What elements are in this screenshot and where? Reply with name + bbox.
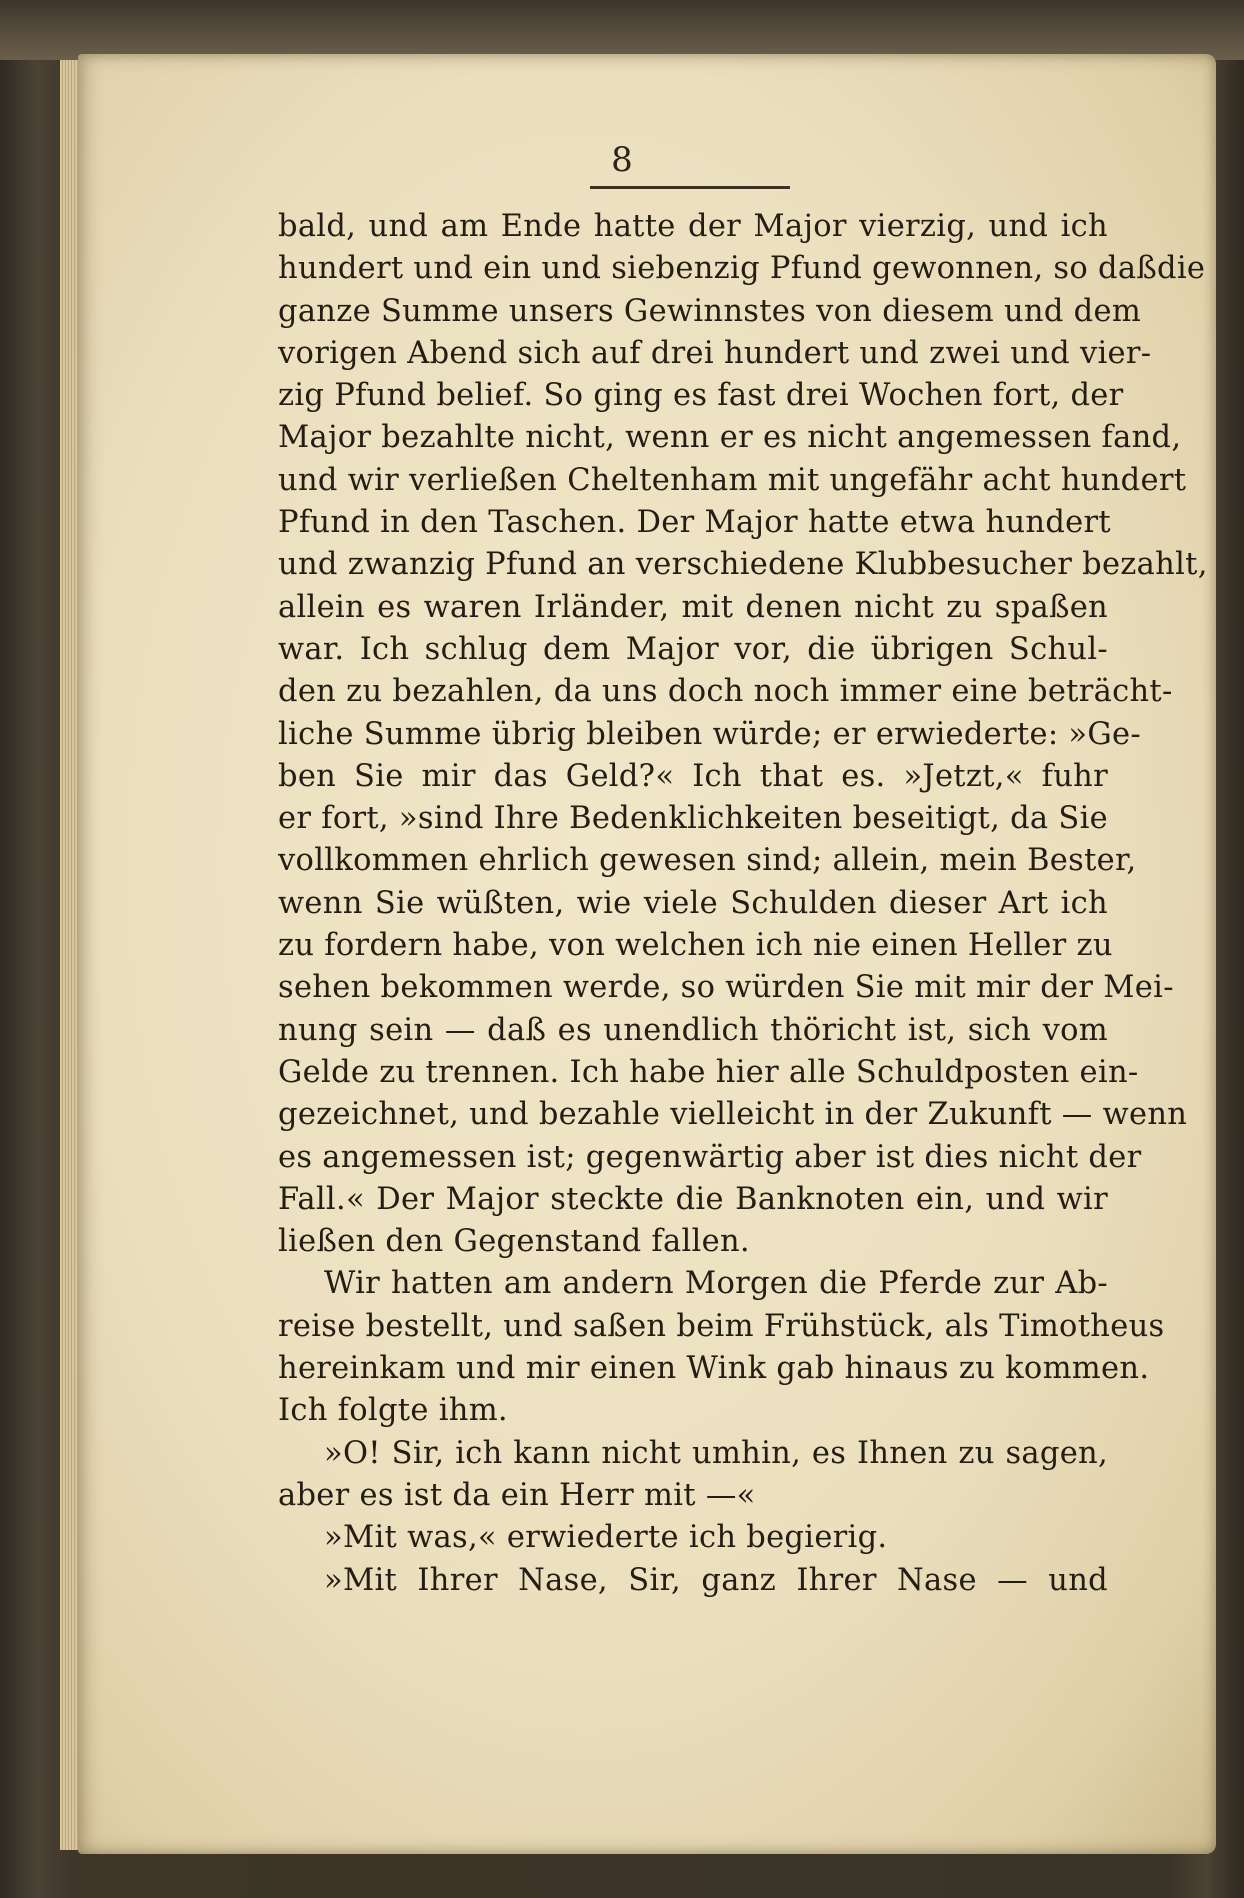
- text-line: es angemessen ist; gegenwärtig aber ist dies nicht der: [278, 1139, 1142, 1175]
- text-line: ließen den Gegenstand fallen.: [278, 1224, 750, 1260]
- text-line: hundert und ein und siebenzig Pfund gewonnen, so daßdie: [278, 251, 1206, 287]
- text-line: liche Summe übrig bleiben würde; er erwiederte: »Ge-: [278, 716, 1141, 752]
- text-line: »Mit was,« erwiederte ich begierig.: [324, 1520, 888, 1556]
- text-line: den zu bezahlen, da uns doch noch immer eine beträcht-: [278, 674, 1173, 710]
- text-line: »O! Sir, ich kann nicht umhin, es Ihnen zu sagen,: [324, 1435, 1108, 1471]
- text-line: vollkommen ehrlich gewesen sind; allein, mein Bester,: [278, 843, 1137, 879]
- text-line: war. Ich schlug dem Major vor, die übrigen Schul-: [278, 631, 1108, 667]
- text-line: Fall.« Der Major steckte die Banknoten ein, und wir: [278, 1181, 1108, 1217]
- text-line: Wir hatten am andern Morgen die Pferde zur Ab-: [324, 1266, 1108, 1302]
- text-line: wenn Sie wüßten, wie viele Schulden dieser Art ich: [278, 885, 1108, 921]
- text-line: allein es waren Irländer, mit denen nicht zu spaßen: [278, 589, 1108, 625]
- text-line: sehen bekommen werde, so würden Sie mit mir der Mei-: [278, 970, 1174, 1006]
- page-text: [278, 206, 1208, 1602]
- text-line: Pfund in den Taschen. Der Major hatte etwa hundert: [278, 505, 1111, 541]
- text-line: er fort, »sind Ihre Bedenklichkeiten beseitigt, da Sie: [278, 801, 1108, 837]
- binding-top-edge: [0, 0, 1244, 60]
- page-number-rule: [590, 186, 790, 189]
- text-line: und zwanzig Pfund an verschiedene Klubbesucher bezahlt,: [278, 547, 1208, 583]
- text-line: »Mit Ihrer Nase, Sir, ganz Ihrer Nase — und: [324, 1562, 1108, 1598]
- text-line: Gelde zu trennen. Ich habe hier alle Schuldposten ein-: [278, 1054, 1139, 1090]
- text-line: zu fordern habe, von welchen ich nie einen Heller zu: [278, 928, 1113, 964]
- text-line: ganze Summe unsers Gewinnstes von diesem und dem: [278, 293, 1142, 329]
- page-edges: [60, 60, 80, 1850]
- text-line: reise bestellt, und saßen beim Frühstück, als Timotheus: [278, 1308, 1165, 1344]
- text-line: gezeichnet, und bezahle vielleicht in der Zukunft — wenn: [278, 1097, 1188, 1133]
- text-line: Ich folgte ihm.: [278, 1393, 508, 1429]
- text-line: vorigen Abend sich auf drei hundert und zwei und vier-: [278, 335, 1152, 371]
- text-line: zig Pfund belief. So ging es fast drei Wochen fort, der: [278, 378, 1124, 414]
- text-line: hereinkam und mir einen Wink gab hinaus zu kommen.: [278, 1351, 1150, 1387]
- text-line: Major bezahlte nicht, wenn er es nicht angemessen fand,: [278, 420, 1182, 456]
- text-line: ben Sie mir das Geld?« Ich that es. »Jetzt,« fuhr: [278, 758, 1108, 794]
- text-line: und wir verließen Cheltenham mit ungefähr acht hundert: [278, 462, 1187, 498]
- text-line: bald, und am Ende hatte der Major vierzig, und ich: [278, 209, 1108, 244]
- text-line: aber es ist da ein Herr mit —«: [278, 1477, 756, 1513]
- text-line: nung sein — daß es unendlich thöricht ist, sich vom: [278, 1012, 1108, 1048]
- page-number: 8: [611, 140, 633, 180]
